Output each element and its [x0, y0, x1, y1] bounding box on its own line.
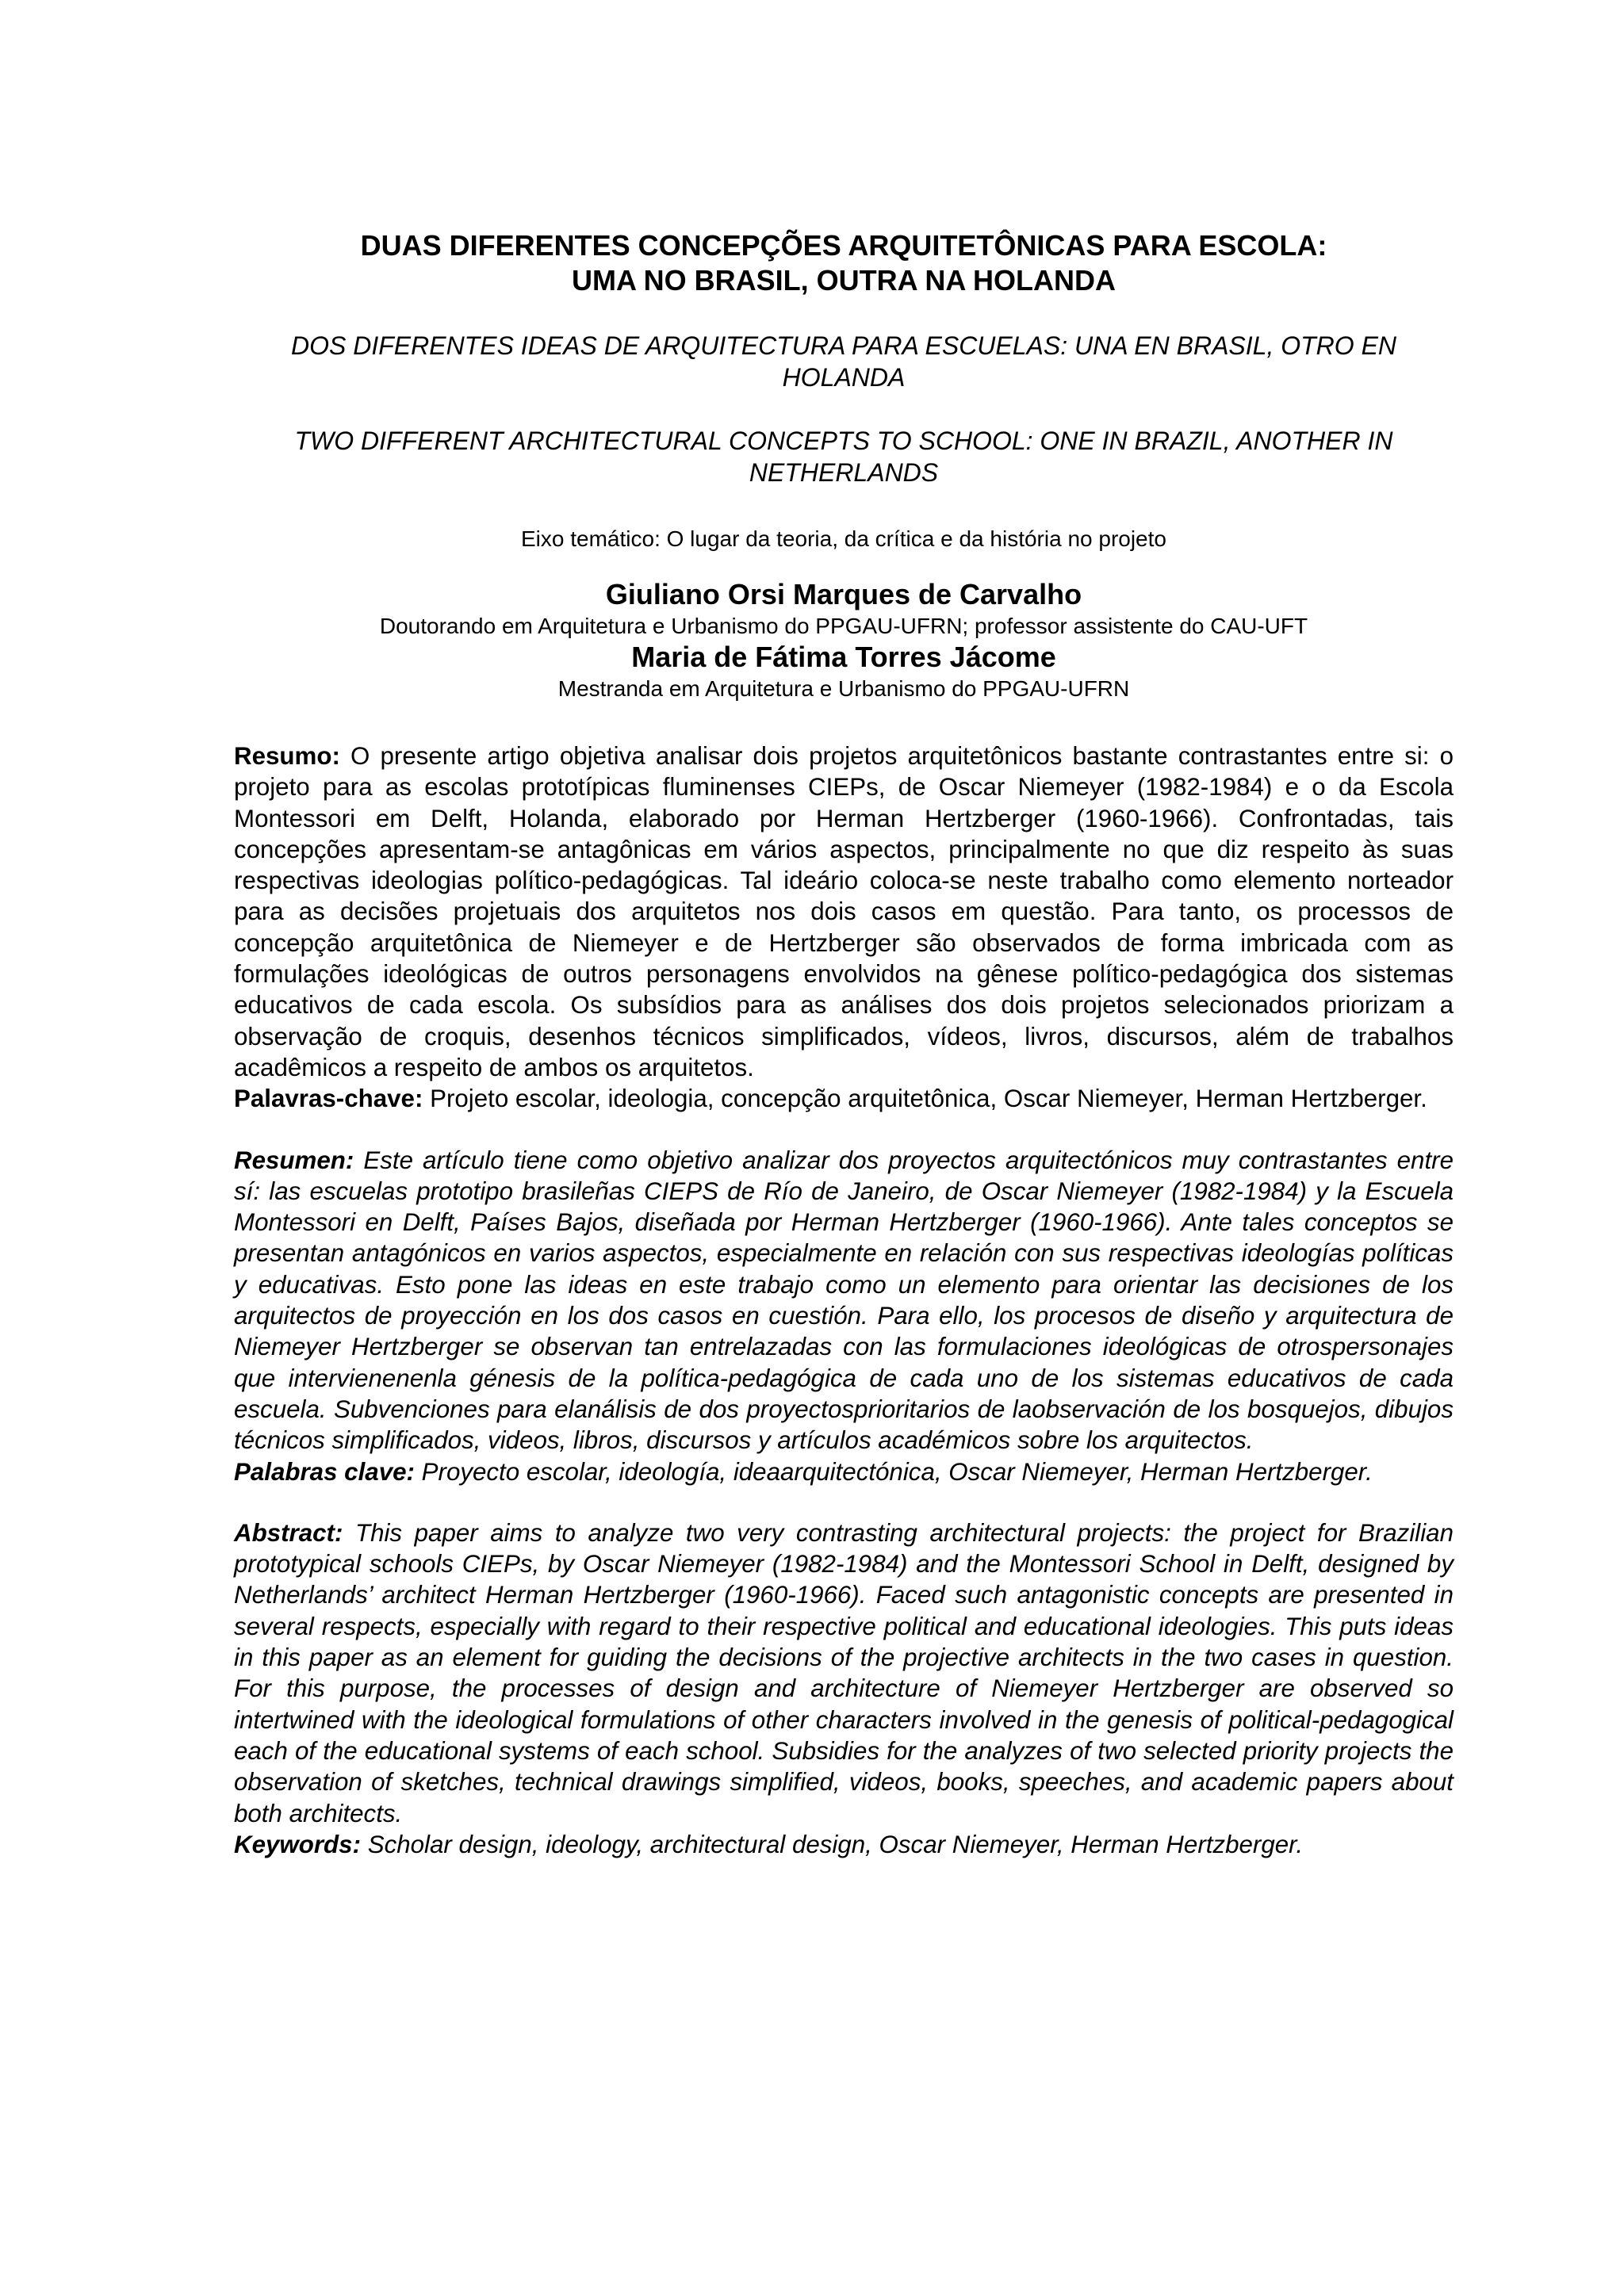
title-line-1: DUAS DIFERENTES CONCEPÇÕES ARQUITETÔNICAS PARA ESCOLA:	[360, 229, 1327, 262]
abstract-paragraph	[234, 1517, 1454, 1829]
author-name: Maria de Fátima Torres Jácome	[631, 641, 1056, 673]
author-name: Giuliano Orsi Marques de Carvalho	[605, 578, 1082, 610]
abstract-label: Abstract:	[234, 1518, 343, 1547]
palabras-clave-paragraph	[234, 1456, 1454, 1487]
resumo-paragraph	[234, 740, 1454, 1083]
resumen-paragraph	[234, 1145, 1454, 1456]
english-title: TWO DIFFERENT ARCHITECTURAL CONCEPTS TO SCHOOL: ONE IN BRAZIL, ANOTHER IN NETHERLANDS	[294, 427, 1393, 487]
palabras-clave-label: Palabras clave:	[234, 1457, 415, 1486]
paper-page	[234, 228, 1454, 1860]
resumo-section	[234, 740, 1454, 1115]
keywords-label: Keywords:	[234, 1830, 361, 1858]
abstract-text: This paper aims to analyze two very contrasting architectural projects: the project for Brazilian prototypical schools CIEPs, by Oscar Niemeyer (1982-1984) and the Montessori School in Delft, designed by Netherlands’ architect Herman Hertzberger (1960-1966). Faced such antagonistic concepts are presented in several respects, especially with regard to their respective political and educational ideologies. This puts ideas in this paper as an element for guiding the decisions of the projective architects in the two cases in question. For this purpose, the processes of design and architecture of Niemeyer Hertzberger are observed so intertwined with the ideological formulations of other characters involved in the genesis of political-pedagogical each of the educational systems of each school. Subsidies for the analyzes of two selected priority projects the observation of sketches, technical drawings simplified, videos, books, speeches, and academic papers about both architects.	[234, 1518, 1454, 1827]
resumen-section	[234, 1145, 1454, 1487]
keywords-text: Scholar design, ideology, architectural design, Oscar Niemeyer, Herman Hertzberger.	[367, 1830, 1304, 1858]
resumen-label: Resumen:	[234, 1146, 354, 1174]
paper-title	[234, 228, 1454, 298]
abstract-section	[234, 1517, 1454, 1860]
thematic-axis: Eixo temático: O lugar da teoria, da crítica e da história no projeto	[521, 526, 1166, 551]
palavras-chave-label: Palavras-chave:	[234, 1085, 423, 1113]
resumo-text: O presente artigo objetiva analisar dois projetos arquitetônicos bastante contrastantes entre si: o projeto para as escolas prototípicas fluminenses CIEPs, de Oscar Niemeyer (1982-1984) e o da Escola Montessori em Delft, Holanda, elaborado por Herman Hertzberger (1960-1966). Confrontadas, tais concepções apresentam-se antagônicas em vários aspectos, principalmente no que diz respeito às suas respectivas ideologias político-pedagógicas. Tal ideário coloca-se neste trabalho como elemento norteador para as decisões projetuais dos arquitetos nos dois casos em questão. Para tanto, os processos de concepção arquitetônica de Niemeyer e de Hertzberger são observados de forma imbricada com as formulações ideológicas de outros personagens envolvidos na gênese político-pedagógica dos sistemas educativos de cada escola. Os subsídios para as análises dos dois projetos selecionados priorizam a observação de croquis, desenhos técnicos simplificados, vídeos, livros, discursos, além de trabalhos acadêmicos a respeito de ambos os arquitetos.	[234, 742, 1454, 1081]
palavras-chave-paragraph	[234, 1083, 1454, 1114]
title-line-2: UMA NO BRASIL, OUTRA NA HOLANDA	[572, 264, 1116, 297]
palavras-chave-text: Projeto escolar, ideologia, concepção arquitetônica, Oscar Niemeyer, Herman Hertzberger.	[430, 1085, 1427, 1113]
keywords-paragraph	[234, 1829, 1454, 1860]
spanish-title: DOS DIFERENTES IDEAS DE ARQUITECTURA PARA ESCUELAS: UNA EN BRASIL, OTRO EN HOLANDA	[290, 331, 1397, 392]
author-affiliation: Mestranda em Arquitetura e Urbanismo do PPGAU-UFRN	[557, 676, 1130, 701]
resumen-text: Este artículo tiene como objetivo analizar dos proyectos arquitectónicos muy contrastantes entre sí: las escuelas prototipo brasileñas CIEPS de Río de Janeiro, de Oscar Niemeyer (1982-1984) y la Escuela Montessori en Delft, Países Bajos, diseñada por Herman Hertzberger (1960-1966). Ante tales conceptos se presentan antagónicos en varios aspectos, especialmente en relación con sus respectivas ideologías políticas y educativas. Esto pone las ideas en este trabajo como un elemento para orientar las decisiones de los arquitectos de proyección en los dos casos en cuestión. Para ello, los procesos de diseño y arquitectura de Niemeyer Hertzberger se observan tan entrelazadas con las formulaciones ideológicas de otrospersonajes que intervienenenla génesis de la política-pedagógica de cada uno de los sistemas educativos de cada escuela. Subvenciones para elanálisis de dos proyectosprioritarios de laobservación de los bosquejos, dibujos técnicos simplificados, videos, libros, discursos y artículos académicos sobre los arquitectos.	[234, 1146, 1454, 1455]
palabras-clave-text: Proyecto escolar, ideología, ideaarquitectónica, Oscar Niemeyer, Herman Hertzberger.	[421, 1457, 1373, 1486]
resumo-label: Resumo:	[234, 742, 340, 770]
author-affiliation: Doutorando em Arquitetura e Urbanismo do PPGAU-UFRN; professor assistente do CAU-UFT	[379, 614, 1308, 638]
